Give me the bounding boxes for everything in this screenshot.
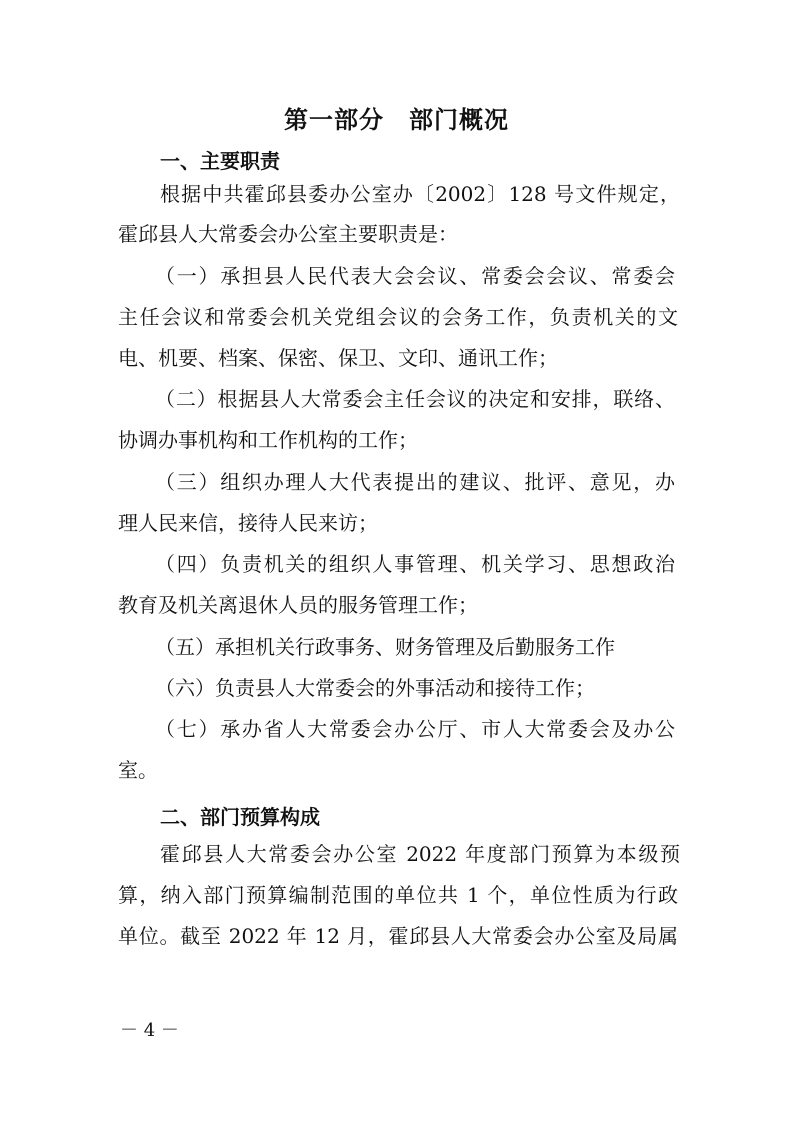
paragraph-line: （六）负责县人大常委会的外事活动和接待工作； [155,676,595,700]
paragraph-line: （三）组织办理人大代表提出的建议、批评、意见，办 [155,470,675,494]
paragraph-line: （七）承办省人大常委会办公厅、市人大常委会及办公 [155,717,675,741]
section-heading-budget-composition: 二、部门预算构成 [160,805,320,829]
paragraph-line: 算，纳入部门预算编制范围的单位共 1 个，单位性质为行政 [118,883,678,907]
paragraph-line: （二）根据县人大常委会主任会议的决定和安排，联络、 [155,387,675,411]
paragraph-line: 理人民来信，接待人民来访； [118,511,378,535]
paragraph-line: 电、机要、档案、保密、保卫、文印、通讯工作； [118,346,558,370]
paragraph-line: 根据中共霍邱县委办公室办〔2002〕128 号文件规定， [160,182,680,206]
page-number: － 4 － [120,1020,179,1041]
paragraph-line: 主任会议和常委会机关党组会议的会务工作，负责机关的文 [118,305,678,329]
paragraph-line: 教育及机关离退休人员的服务管理工作； [118,593,478,617]
paragraph-line: 霍邱县人大常委会办公室 2022 年度部门预算为本级预 [160,842,680,866]
paragraph-line: （四）负责机关的组织人事管理、机关学习、思想政治 [155,552,675,576]
paragraph-line: （五）承担机关行政事务、财务管理及后勤服务工作 [155,635,615,659]
paragraph-line: 协调办事机构和工作机构的工作； [118,428,418,452]
paragraph-line: （一）承担县人民代表大会会议、常委会会议、常委会 [155,264,675,288]
paragraph-line: 霍邱县人大常委会办公室主要职责是： [118,222,458,246]
section-heading-main-duties: 一、主要职责 [160,149,280,173]
page-title: 第一部分 部门概况 [284,106,509,134]
paragraph-line: 单位。截至 2022 年 12 月，霍邱县人大常委会办公室及局属 [118,924,678,948]
paragraph-line: 室。 [118,758,158,782]
